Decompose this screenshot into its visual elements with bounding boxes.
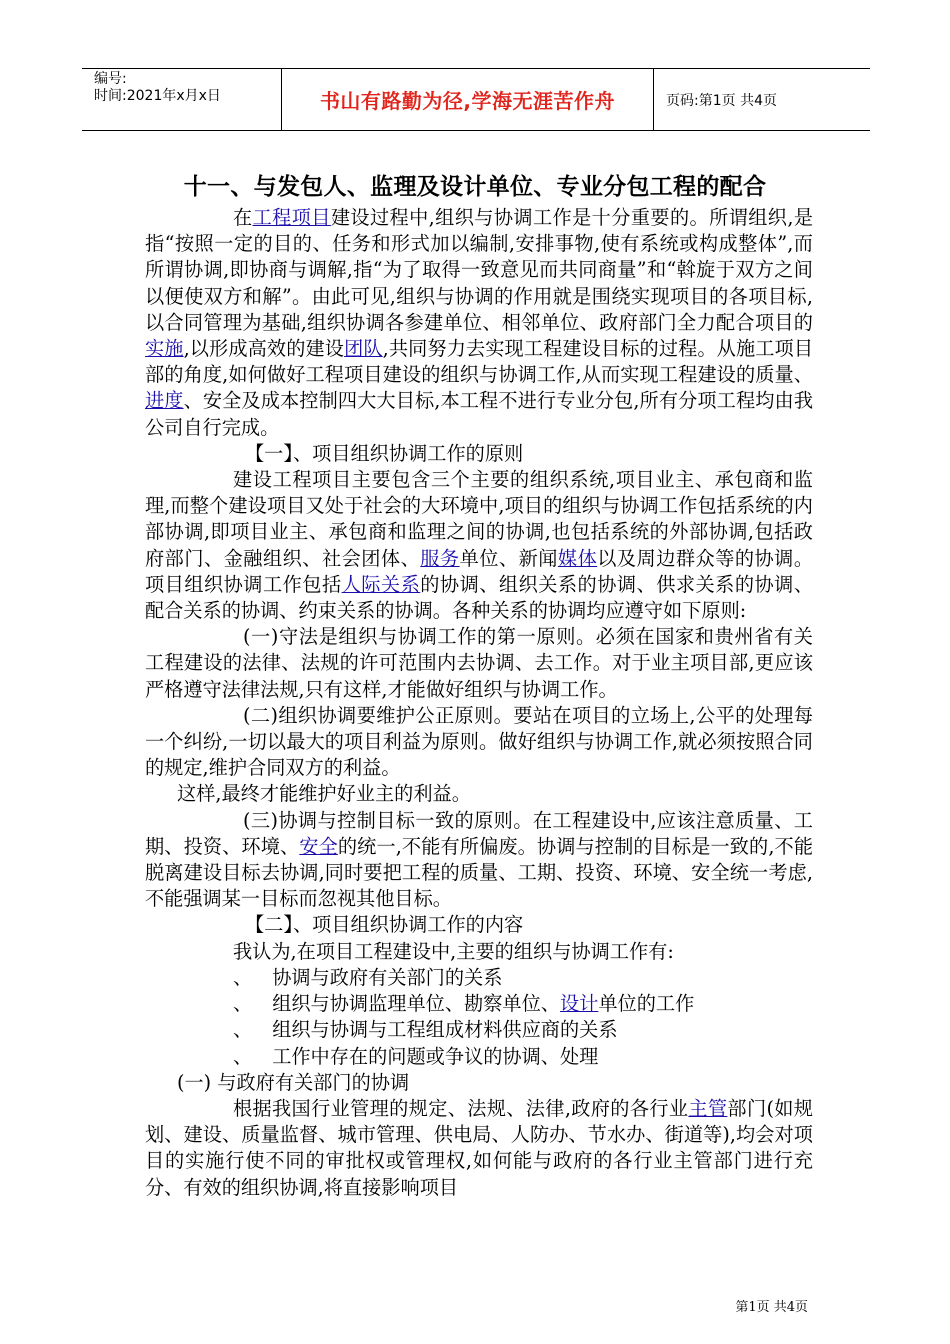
paragraph-principle-2-cont: 这样,最终才能维护好业主的利益。 xyxy=(177,782,471,806)
document-title: 十一、与发包人、监理及设计单位、专业分包工程的配合 xyxy=(183,174,767,200)
link-team[interactable]: 团队 xyxy=(344,337,383,361)
text-run: 以及周边群众等的协调。项目组织协调工作包括 xyxy=(145,546,814,596)
list-bullet: 、 xyxy=(233,992,253,1016)
text-run: 的协调、组织关系的协调、供求关系的协调、配合关系的协调、约束关系的协调。各种关系的协调均应遵守如下原则: xyxy=(145,572,814,623)
link-competent[interactable]: 主管 xyxy=(688,1096,728,1120)
link-interpersonal-relations[interactable]: 人际关系 xyxy=(341,572,421,596)
section-heading-1: 【一】、项目组织协调工作的原则 xyxy=(245,441,524,465)
paragraph-principle-3 xyxy=(145,808,813,913)
list-item-text: 组织与协调监理单位、勘察单位、 xyxy=(272,992,560,1016)
paragraph-principle-2: (二)组织协调要维护公正原则。要站在项目的立场上,公平的处理每一个纠纷,一切以最大的项目利益为原则。做好组织与协调工作,就必须按照合同的规定,维护合同双方的利益。 xyxy=(145,703,813,780)
paragraph-intro xyxy=(145,205,813,441)
link-service[interactable]: 服务 xyxy=(420,546,460,570)
header-page-number: 页码:第1页 共4页 xyxy=(666,92,777,109)
link-design[interactable]: 设计 xyxy=(560,992,599,1016)
paragraph-list-intro: 我认为,在项目工程建设中,主要的组织与协调工作有: xyxy=(233,939,674,963)
document-time-label: 时间:2021年x月x日 xyxy=(94,88,221,104)
list-item-text: 工作中存在的问题或争议的协调、处理 xyxy=(272,1044,599,1068)
text-run: ,共同努力去实现工程建设目标的过程。从施工项目部的角度,如何做好工程项目建设的组织与协调工作,从而实现工程建设的质量、 xyxy=(145,337,814,387)
paragraph-government xyxy=(145,1096,813,1201)
list-bullet: 、 xyxy=(233,965,253,989)
text-run: 部门(如规划、建设、质量监督、城市管理、供电局、人防办、节水办、街道等),均会对项目的实施行使不同的审批权或管理权,如何能与政府的各行业主管部门进行充分、有效的组织协调,将直接影响项目 xyxy=(145,1096,813,1199)
text-run: 在 xyxy=(233,206,253,229)
list-bullet: 、 xyxy=(233,1018,253,1042)
list-item xyxy=(145,965,813,991)
subsection-heading-1: (一) 与政府有关部门的协调 xyxy=(177,1070,410,1094)
page-footer: 第1页 共4页 xyxy=(735,1300,808,1315)
list-item-text: 单位的工作 xyxy=(598,992,695,1016)
list-item xyxy=(145,991,813,1017)
page-header xyxy=(82,68,870,131)
link-engineering-project[interactable]: 工程项目 xyxy=(252,206,331,229)
header-meta xyxy=(82,69,282,130)
document-body xyxy=(145,205,813,1201)
paragraph-principle-1: (一)守法是组织与协调工作的第一原则。必须在国家和贵州省有关工程建设的法律、法规的许可范围内去协调、去工作。对于业主项目部,更应该严格遵守法律法规,只有这样,才能做好组织与协调工作。 xyxy=(145,625,813,701)
header-motto: 书山有路勤为径,学海无涯苦作舟 xyxy=(282,69,654,130)
text-run: ,以形成高效的建设 xyxy=(183,337,345,361)
text-run: 、安全及成本控制四大大目标,本工程不进行专业分包,所有分项工程均由我公司自行完成。 xyxy=(145,389,814,439)
list-item-text: 协调与政府有关部门的关系 xyxy=(272,965,503,989)
text-run: 的统一,不能有所偏废。协调与控制的目标是一致的,不能脱离建设目标去协调,同时要把工程的质量、工期、投资、环境、安全统一考虑,不能强调某一目标而忽视其他目标。 xyxy=(145,834,814,911)
list-item xyxy=(145,1017,813,1043)
link-progress[interactable]: 进度 xyxy=(145,389,184,413)
link-media[interactable]: 媒体 xyxy=(557,546,598,570)
link-implementation[interactable]: 实施 xyxy=(145,337,184,361)
text-run: 建设过程中,组织与协调工作是十分重要的。所谓组织,是指“按照一定的目的、任务和形式加以编制,安排事物,使有系统或构成整体”,而所谓协调,即协商与调解,指“为了取得一致意见而共同商量”和“斡旋于双方之间以便使双方和解”。由此可见,组织与协调的作用就是围绕实现项目的各项目标,以合同管理为基础,组织协调各参建单位、相邻单位、政府部门全力配合项目的 xyxy=(145,206,814,334)
text-run: 建设工程项目主要包含三个主要的组织系统,项目业主、承包商和监理,而整个建设项目又处于社会的大环境中,项目的组织与协调工作包括系统的内部协调,即项目业主、承包商和监理之间的协调,也包括系统的外部协调,包括政府部门、金融组织、社会团体、 xyxy=(145,468,813,570)
document-number-label: 编号: xyxy=(94,71,127,87)
text-run: (三)协调与控制目标一致的原则。在工程建设中,应该注意质量、工期、投资、环境、 xyxy=(145,808,813,858)
list-item-text: 组织与协调与工程组成材料供应商的关系 xyxy=(272,1018,618,1042)
paragraph-systems xyxy=(145,467,813,624)
text-run: 单位、新闻 xyxy=(459,546,558,570)
section-heading-2: 【二】、项目组织协调工作的内容 xyxy=(245,913,524,937)
link-safety[interactable]: 安全 xyxy=(299,834,338,858)
text-run: 根据我国行业管理的规定、法规、法律,政府的各行业 xyxy=(233,1096,689,1120)
list-item xyxy=(145,1044,813,1070)
list-bullet: 、 xyxy=(233,1044,253,1068)
